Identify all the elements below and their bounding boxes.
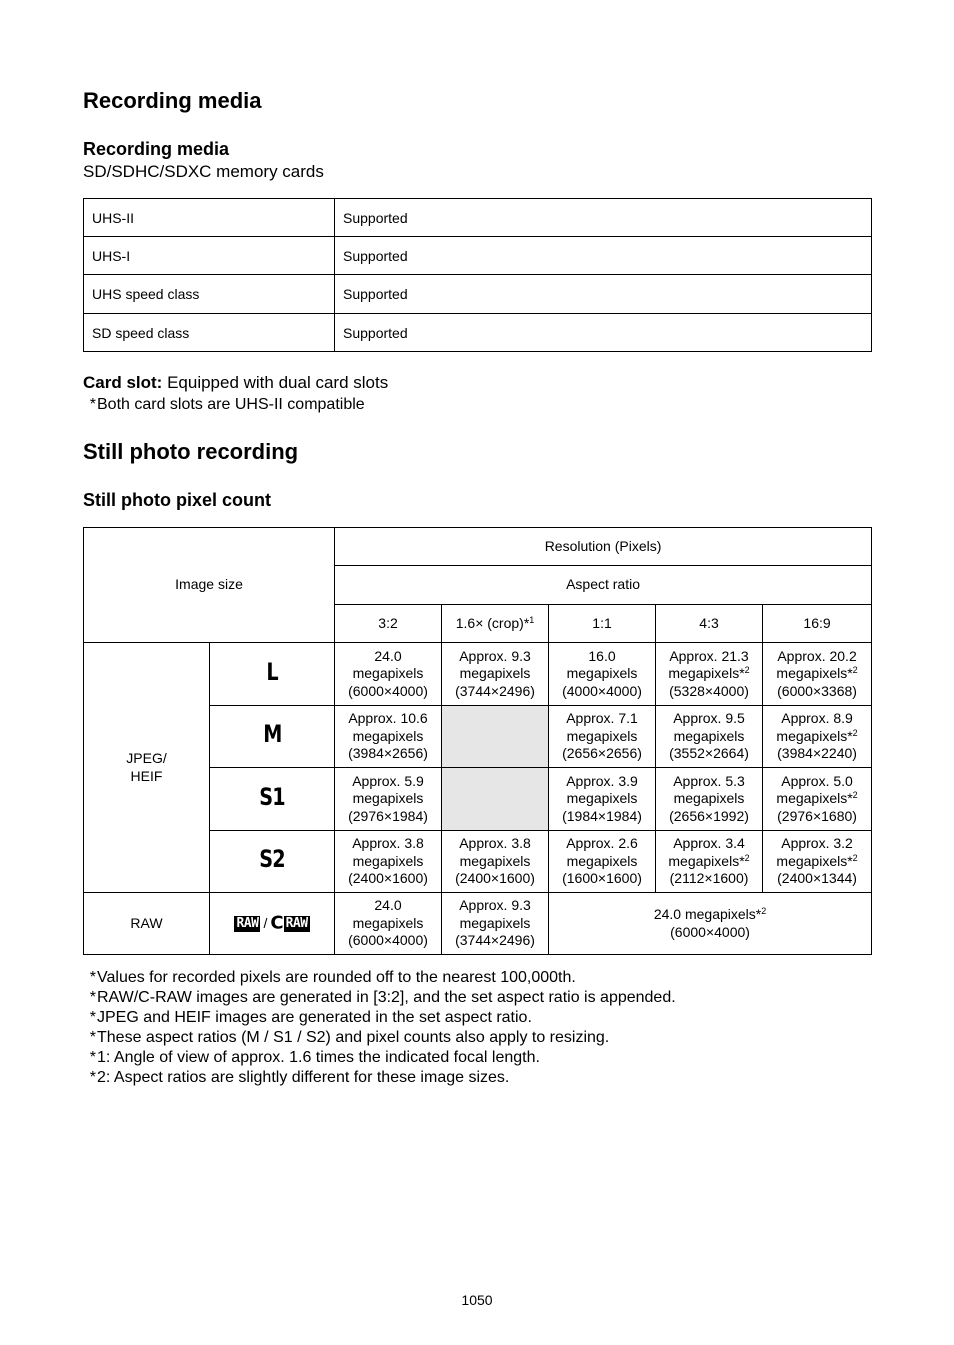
note-star: * <box>89 396 96 413</box>
cell-s1-4-3: Approx. 5.3 megapixels (2656×1992) <box>656 768 763 831</box>
cell-s1-1-1: Approx. 3.9 megapixels (1984×1984) <box>549 768 656 831</box>
cell-s1-3-2: Approx. 5.9 megapixels (2976×1984) <box>335 768 442 831</box>
card-slot-line <box>83 373 388 393</box>
ratio-4-3: 4:3 <box>656 605 763 643</box>
craw-icon-c: C <box>270 913 284 935</box>
size-l-icon: L <box>210 643 335 706</box>
header-aspect-ratio: Aspect ratio <box>335 566 872 605</box>
ratio-1-1: 1:1 <box>549 605 656 643</box>
table-row <box>84 893 872 955</box>
size-s1-icon: S1 <box>210 768 335 831</box>
media-value: Supported <box>335 237 872 275</box>
cell-m-3-2: Approx. 10.6 megapixels (3984×2656) <box>335 706 442 768</box>
media-value: Supported <box>335 275 872 314</box>
cell-s2-4-3: Approx. 3.4 megapixels*$^2$ (2112×1600) <box>656 831 763 893</box>
footnote: *2: Aspect ratios are slightly different for these image sizes. <box>89 1069 510 1086</box>
header-image-size: Image size <box>84 528 335 643</box>
media-value: Supported <box>335 314 872 352</box>
group-jpeg-heif: JPEG/ HEIF <box>84 643 210 893</box>
cell-m-16-9: Approx. 8.9 megapixels*$^2$ (3984×2240) <box>763 706 872 768</box>
table-row <box>84 275 872 314</box>
media-label: UHS speed class <box>84 275 335 314</box>
ratio-crop: 1.6× (crop)*$^1$ <box>442 605 549 643</box>
media-label: UHS-I <box>84 237 335 275</box>
cell-raw-crop: Approx. 9.3 megapixels (3744×2496) <box>442 893 549 955</box>
header-resolution: Resolution (Pixels) <box>335 528 872 566</box>
media-label: SD speed class <box>84 314 335 352</box>
table-row <box>84 199 872 237</box>
page-number: 1050 <box>461 1292 493 1308</box>
table-row <box>84 237 872 275</box>
media-label: UHS-II <box>84 199 335 237</box>
subheading-pixel-count: Still photo pixel count <box>83 490 271 510</box>
ratio-3-2: 3:2 <box>335 605 442 643</box>
footnote: *These aspect ratios (M / S1 / S2) and pixel counts also apply to resizing. <box>89 1029 610 1046</box>
cell-s2-16-9: Approx. 3.2 megapixels*$^2$ (2400×1344) <box>763 831 872 893</box>
cell-raw-3-2: 24.0 megapixels (6000×4000) <box>335 893 442 955</box>
cell-s1-16-9: Approx. 5.0 megapixels*$^2$ (2976×1680) <box>763 768 872 831</box>
footnote: *1: Angle of view of approx. 1.6 times the indicated focal length. <box>89 1049 540 1066</box>
footnote: *RAW/C-RAW images are generated in [3:2], and the set aspect ratio is appended. <box>89 989 676 1006</box>
cell-m-1-1: Approx. 7.1 megapixels (2656×2656) <box>549 706 656 768</box>
recording-media-table <box>83 198 872 352</box>
cell-l-crop: Approx. 9.3 megapixels (3744×2496) <box>442 643 549 706</box>
footnote: *JPEG and HEIF images are generated in the set aspect ratio. <box>89 1009 532 1026</box>
cell-s2-1-1: Approx. 2.6 megapixels (1600×1600) <box>549 831 656 893</box>
media-type-text: SD/SDHC/SDXC memory cards <box>83 162 324 181</box>
raw-icon: RAW <box>236 915 259 931</box>
media-value: Supported <box>335 199 872 237</box>
section-title-still-photo: Still photo recording <box>83 439 299 464</box>
cell-m-crop-empty <box>442 706 549 768</box>
raw-craw-icons: RAW / C RAW <box>210 893 335 955</box>
subheading-recording-media: Recording media <box>83 139 230 159</box>
group-raw: RAW <box>84 893 210 955</box>
cell-s1-crop-empty <box>442 768 549 831</box>
cell-s2-3-2: Approx. 3.8 megapixels (2400×1600) <box>335 831 442 893</box>
section-title-recording-media: Recording media <box>83 88 262 113</box>
cell-l-1-1: 16.0 megapixels (4000×4000) <box>549 643 656 706</box>
size-m-icon: M <box>210 706 335 768</box>
craw-icon: RAW <box>285 915 308 931</box>
table-row <box>84 528 872 566</box>
pixel-count-table <box>83 527 872 955</box>
size-s2-icon: S2 <box>210 831 335 893</box>
cell-l-4-3: Approx. 21.3 megapixels*$^2$ (5328×4000) <box>656 643 763 706</box>
cell-m-4-3: Approx. 9.5 megapixels (3552×2664) <box>656 706 763 768</box>
card-slot-value: Equipped with dual card slots <box>162 373 389 392</box>
ratio-16-9: 16:9 <box>763 605 872 643</box>
footnote: *Values for recorded pixels are rounded off to the nearest 100,000th. <box>89 969 576 986</box>
cell-l-16-9: Approx. 20.2 megapixels*$^2$ (6000×3368) <box>763 643 872 706</box>
card-slot-label: Card slot: <box>83 373 163 392</box>
cell-raw-other: 24.0 megapixels*$^2$ (6000×4000) <box>549 893 872 955</box>
footnotes <box>83 968 676 1088</box>
cell-l-3-2: 24.0 megapixels (6000×4000) <box>335 643 442 706</box>
cell-s2-crop: Approx. 3.8 megapixels (2400×1600) <box>442 831 549 893</box>
table-row <box>84 643 872 706</box>
table-row <box>84 314 872 352</box>
card-slot-note: *Both card slots are UHS-II compatible <box>83 395 365 415</box>
